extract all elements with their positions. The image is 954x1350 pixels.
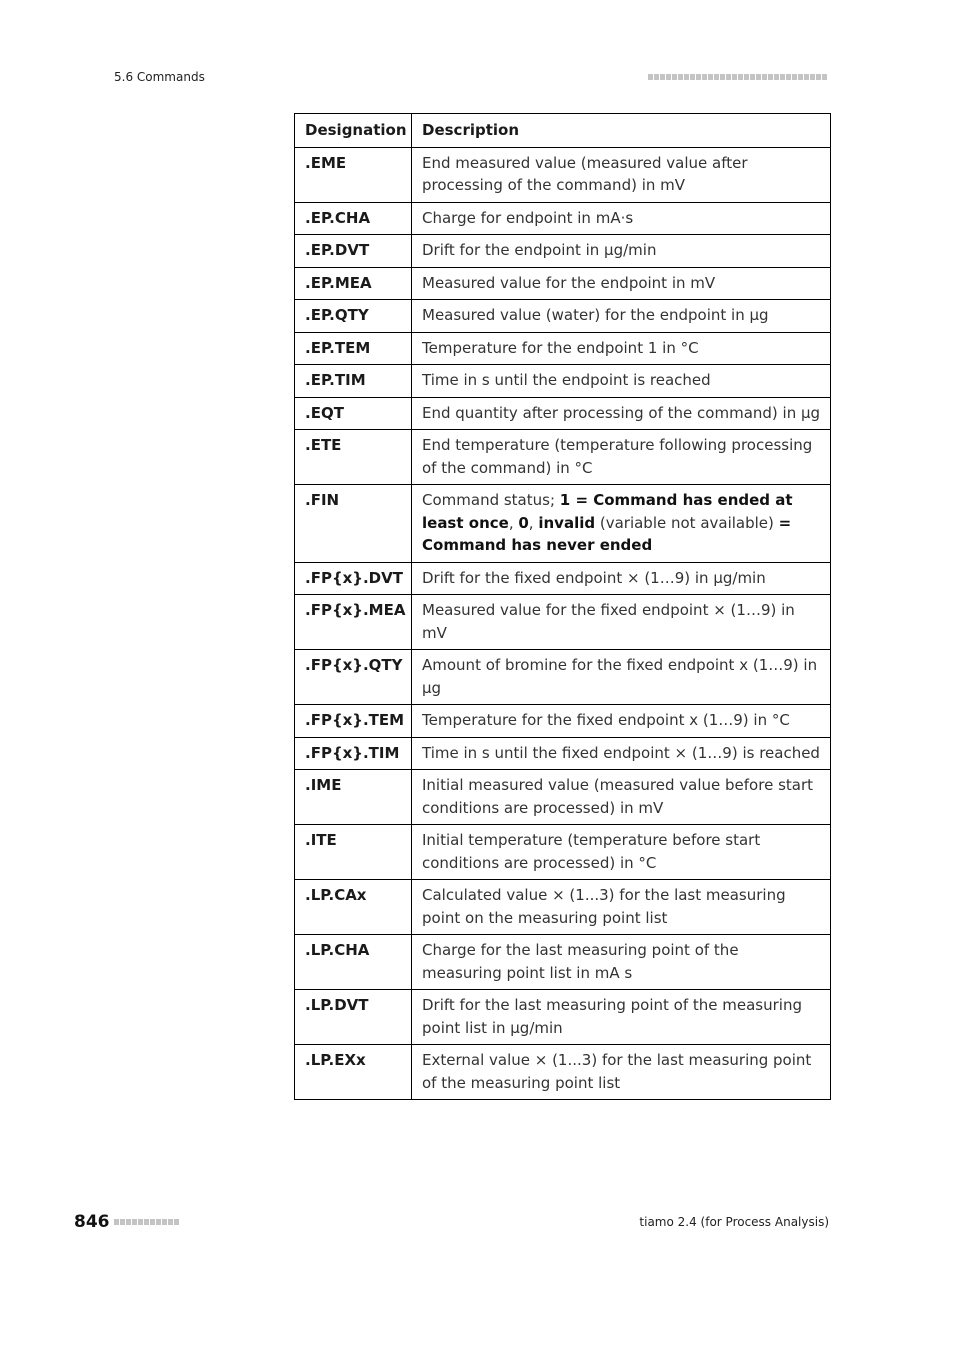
designation-cell: .FIN bbox=[295, 485, 412, 563]
dot-mark bbox=[672, 74, 677, 80]
dot-mark bbox=[768, 74, 773, 80]
dot-mark bbox=[792, 74, 797, 80]
description-cell: Temperature for the fixed endpoint x (1…9) in °C bbox=[412, 705, 831, 738]
designation-cell: .LP.CHA bbox=[295, 935, 412, 990]
designation-cell: .LP.DVT bbox=[295, 990, 412, 1045]
dot-mark bbox=[738, 74, 743, 80]
dot-mark bbox=[726, 74, 731, 80]
table-header-row bbox=[295, 114, 831, 148]
dot-mark bbox=[702, 74, 707, 80]
product-name: tiamo 2.4 (for Process Analysis) bbox=[639, 1215, 829, 1229]
table-row bbox=[295, 485, 831, 563]
description-cell: External value × (1...3) for the last measuring point of the measuring point list bbox=[412, 1045, 831, 1100]
dot-mark bbox=[138, 1219, 143, 1225]
table-row bbox=[295, 202, 831, 235]
designation-cell: .IME bbox=[295, 770, 412, 825]
designation-cell: .FP{x}.DVT bbox=[295, 562, 412, 595]
description-fragment: , bbox=[528, 513, 539, 532]
description-cell: Drift for the last measuring point of the measuring point list in µg/min bbox=[412, 990, 831, 1045]
dot-mark bbox=[822, 74, 827, 80]
dot-mark bbox=[654, 74, 659, 80]
description-cell: Amount of bromine for the fixed endpoint x (1…9) in µg bbox=[412, 650, 831, 705]
dot-mark bbox=[756, 74, 761, 80]
description-fragment: 0 bbox=[518, 513, 529, 532]
dot-mark bbox=[114, 1219, 119, 1225]
dot-mark bbox=[144, 1219, 149, 1225]
description-fragment: invalid bbox=[538, 513, 596, 532]
dot-mark bbox=[714, 74, 719, 80]
table-row bbox=[295, 430, 831, 485]
column-header-designation: Designation bbox=[295, 114, 412, 148]
table-row bbox=[295, 147, 831, 202]
description-cell: Initial measured value (measured value before start conditions are processed) in mV bbox=[412, 770, 831, 825]
dot-mark bbox=[732, 74, 737, 80]
designation-cell: .EME bbox=[295, 147, 412, 202]
dot-mark bbox=[648, 74, 653, 80]
table-row bbox=[295, 300, 831, 333]
commands-table bbox=[294, 113, 831, 1100]
description-cell: Measured value for the fixed endpoint × (1…9) in mV bbox=[412, 595, 831, 650]
table-row bbox=[295, 770, 831, 825]
description-cell: Drift for the fixed endpoint × (1…9) in µg/min bbox=[412, 562, 831, 595]
dot-mark bbox=[126, 1219, 131, 1225]
dot-mark bbox=[132, 1219, 137, 1225]
description-fragment: 1 = Command has ended at least once bbox=[422, 491, 793, 532]
page-number: 846 bbox=[74, 1212, 110, 1232]
table-body bbox=[295, 147, 831, 1100]
dot-mark bbox=[156, 1219, 161, 1225]
table-row bbox=[295, 397, 831, 430]
table-row bbox=[295, 332, 831, 365]
description-cell: Measured value for the endpoint in mV bbox=[412, 267, 831, 300]
dot-mark bbox=[120, 1219, 125, 1225]
description-cell: Calculated value × (1...3) for the last measuring point on the measuring point list bbox=[412, 880, 831, 935]
dot-mark bbox=[684, 74, 689, 80]
table-row bbox=[295, 267, 831, 300]
dot-mark bbox=[762, 74, 767, 80]
section-title: 5.6 Commands bbox=[114, 70, 205, 84]
dot-mark bbox=[666, 74, 671, 80]
description-fragment: = Command has never ended bbox=[422, 513, 792, 554]
designation-cell: .EP.CHA bbox=[295, 202, 412, 235]
dot-mark bbox=[786, 74, 791, 80]
dot-mark bbox=[696, 74, 701, 80]
dot-mark bbox=[750, 74, 755, 80]
dot-mark bbox=[774, 74, 779, 80]
description-cell: Drift for the endpoint in µg/min bbox=[412, 235, 831, 268]
dot-mark bbox=[168, 1219, 173, 1225]
dot-mark bbox=[816, 74, 821, 80]
designation-cell: .LP.EXx bbox=[295, 1045, 412, 1100]
designation-cell: .LP.CAx bbox=[295, 880, 412, 935]
designation-cell: .EP.MEA bbox=[295, 267, 412, 300]
table-row bbox=[295, 650, 831, 705]
description-cell: Time in s until the fixed endpoint × (1…9) is reached bbox=[412, 737, 831, 770]
designation-cell: .EP.DVT bbox=[295, 235, 412, 268]
table-row bbox=[295, 825, 831, 880]
description-fragment: (variable not available) bbox=[595, 513, 779, 532]
dot-mark bbox=[690, 74, 695, 80]
footer-dot-bar bbox=[114, 1219, 179, 1225]
designation-cell: .EP.TIM bbox=[295, 365, 412, 398]
column-header-description: Description bbox=[412, 114, 831, 148]
designation-cell: .ITE bbox=[295, 825, 412, 880]
table-row bbox=[295, 880, 831, 935]
description-cell: Initial temperature (temperature before start conditions are processed) in °C bbox=[412, 825, 831, 880]
table-row bbox=[295, 705, 831, 738]
description-fragment: , bbox=[508, 513, 519, 532]
table-row bbox=[295, 737, 831, 770]
designation-cell: .ETE bbox=[295, 430, 412, 485]
table-row bbox=[295, 990, 831, 1045]
dot-mark bbox=[708, 74, 713, 80]
designation-cell: .FP{x}.TIM bbox=[295, 737, 412, 770]
description-cell: Measured value (water) for the endpoint in µg bbox=[412, 300, 831, 333]
designation-cell: .EQT bbox=[295, 397, 412, 430]
designation-cell: .FP{x}.TEM bbox=[295, 705, 412, 738]
dot-mark bbox=[744, 74, 749, 80]
description-cell: End measured value (measured value after processing of the command) in mV bbox=[412, 147, 831, 202]
dot-mark bbox=[720, 74, 725, 80]
designation-cell: .EP.TEM bbox=[295, 332, 412, 365]
description-cell: End temperature (temperature following processing of the command) in °C bbox=[412, 430, 831, 485]
table-row bbox=[295, 235, 831, 268]
description-cell: Temperature for the endpoint 1 in °C bbox=[412, 332, 831, 365]
dot-mark bbox=[810, 74, 815, 80]
description-cell: Charge for the last measuring point of the measuring point list in mA s bbox=[412, 935, 831, 990]
designation-cell: .EP.QTY bbox=[295, 300, 412, 333]
dot-mark bbox=[162, 1219, 167, 1225]
table-row bbox=[295, 365, 831, 398]
dot-mark bbox=[174, 1219, 179, 1225]
dot-mark bbox=[150, 1219, 155, 1225]
description-cell bbox=[412, 485, 831, 563]
table-row bbox=[295, 1045, 831, 1100]
table-row bbox=[295, 935, 831, 990]
description-cell: Charge for endpoint in mA·s bbox=[412, 202, 831, 235]
description-cell: Time in s until the endpoint is reached bbox=[412, 365, 831, 398]
dot-mark bbox=[780, 74, 785, 80]
dot-mark bbox=[804, 74, 809, 80]
description-fragment: Command status; bbox=[422, 491, 560, 509]
header-dot-bar bbox=[648, 74, 827, 80]
description-cell: End quantity after processing of the command) in µg bbox=[412, 397, 831, 430]
dot-mark bbox=[660, 74, 665, 80]
dot-mark bbox=[798, 74, 803, 80]
table-row bbox=[295, 595, 831, 650]
designation-cell: .FP{x}.MEA bbox=[295, 595, 412, 650]
designation-cell: .FP{x}.QTY bbox=[295, 650, 412, 705]
dot-mark bbox=[678, 74, 683, 80]
table-row bbox=[295, 562, 831, 595]
